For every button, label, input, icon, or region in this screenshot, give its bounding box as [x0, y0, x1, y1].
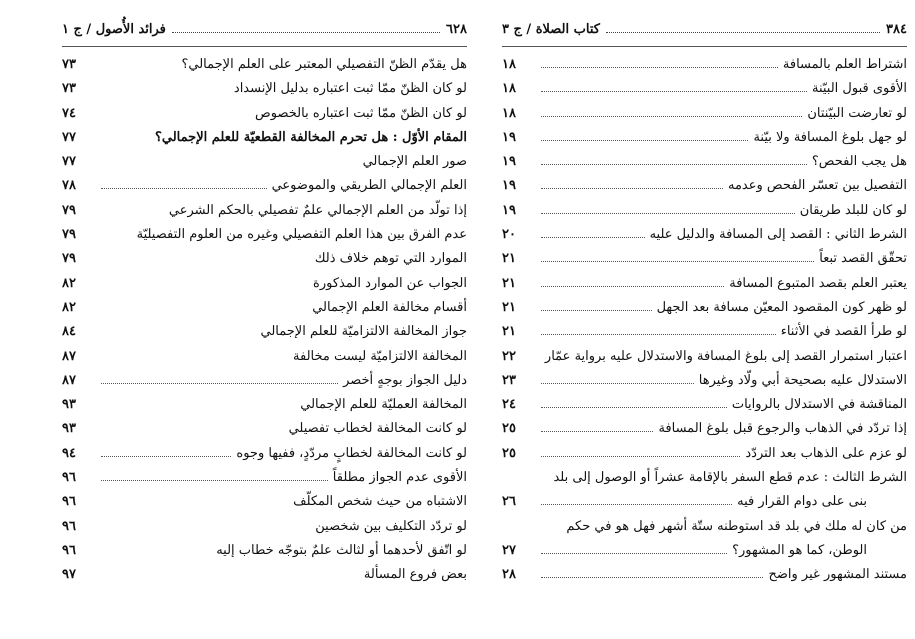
toc-list: [502, 57, 907, 592]
toc-entry-title: لو كانت المخالفة لخطابٍ مردّدٍ، ففيها وجوه: [236, 445, 467, 461]
toc-entry-page: ١٨: [502, 81, 516, 97]
toc-entry-title: المخالفة الالتزاميّة ليست مخالفة: [293, 348, 467, 364]
toc-entry-title: دليل الجواز بوجهٍ أخصر: [343, 372, 467, 388]
toc-entry-title: المقام الأوّل : هل تحرم المخالفة القطعيّة للعلم الإجمالي؟: [154, 129, 467, 145]
toc-entry: [62, 324, 467, 348]
toc-entry-page: ٢١: [502, 275, 516, 291]
left-page: [62, 22, 467, 592]
toc-entry-title: جواز المخالفة الالتزاميّة للعلم الإجمالي: [260, 324, 467, 340]
toc-entry: [62, 178, 467, 202]
toc-leader: [101, 471, 328, 481]
toc-leader: [541, 544, 727, 554]
header-leader: [172, 23, 440, 33]
toc-leader: [541, 179, 723, 189]
toc-entry: [62, 203, 467, 227]
toc-leader: [101, 374, 338, 384]
toc-leader: [101, 447, 231, 457]
left-page-title: فرائد الأُصول / ج ١: [62, 22, 166, 37]
toc-entry-title: أقسام مخالفة العلم الإجمالي: [312, 299, 467, 315]
toc-list: [62, 57, 467, 592]
toc-entry: [62, 154, 467, 178]
toc-entry-page: ٨٧: [62, 372, 76, 388]
toc-entry: [62, 397, 467, 421]
toc-entry-page: ١٩: [502, 129, 516, 145]
toc-leader: [101, 496, 288, 505]
toc-entry: [502, 421, 907, 445]
toc-entry: [62, 106, 467, 130]
toc-entry-title: عدم الفرق بين هذا العلم التفصيلي وغيره من العلوم التفصيليّة: [136, 227, 467, 243]
toc-leader: [101, 156, 358, 165]
toc-leader: [101, 253, 310, 262]
toc-leader: [541, 252, 814, 262]
toc-entry: [502, 543, 907, 567]
toc-entry: [62, 57, 467, 81]
toc-leader: [101, 545, 211, 554]
toc-leader: [101, 326, 256, 335]
toc-entry: [62, 276, 467, 300]
toc-leader: [101, 302, 307, 311]
toc-entry-title: لو جهل بلوغ المسافة ولا بيّنة: [753, 129, 907, 145]
toc-entry-page: ٩٧: [62, 567, 76, 583]
toc-leader: [541, 228, 645, 238]
toc-entry: [502, 446, 907, 470]
toc-entry-title: لو تردّد التكليف بين شخصين: [315, 518, 467, 534]
toc-entry-title: الشرط الثاني : القصد إلى المسافة والدليل عليه: [649, 227, 907, 243]
toc-entry-page: ١٩: [502, 178, 516, 194]
header-rule: [62, 46, 467, 47]
toc-entry-title: تحقّق القصد تبعاً: [819, 251, 907, 267]
toc-entry-title: الاشتباه من حيث شخص المكلّف: [293, 494, 467, 510]
left-page-number: ٦٢٨: [446, 22, 467, 37]
toc-entry-page: ٧٣: [62, 57, 76, 72]
toc-entry-title: لو كانت المخالفة لخطاب تفصيلي: [288, 421, 467, 437]
toc-entry: [62, 494, 467, 518]
toc-leader: [101, 83, 229, 92]
toc-entry: [502, 81, 907, 105]
toc-leader: [541, 155, 807, 165]
toc-entry-title: إذا تولّد من العلم الإجمالي علمٌ تفصيلي بالحكم الشرعي: [168, 202, 467, 218]
toc-entry: [502, 251, 907, 275]
toc-entry-page: ٩٦: [62, 518, 76, 534]
toc-entry-title: الأقوى قبول البيّنة: [811, 81, 907, 97]
toc-entry-title: لو عزم على الذهاب بعد التردّد: [745, 445, 907, 461]
toc-entry-title: الشرط الثالث : عدم قطع السفر بالإقامة عشراً أو الوصول إلى بلد: [553, 470, 907, 486]
toc-leader: [101, 521, 310, 530]
toc-entry-title: إذا تردّد في الذهاب والرجوع قبل بلوغ المسافة: [658, 421, 907, 437]
toc-entry-page: ٢٤: [502, 397, 516, 413]
toc-entry: [502, 203, 907, 227]
toc-leader: [541, 325, 776, 335]
toc-entry-title: يعتبر العلم بقصد المتبوع المسافة: [729, 275, 907, 291]
toc-entry-page: ٩٣: [62, 397, 76, 413]
toc-entry: [502, 57, 907, 81]
toc-leader: [541, 374, 694, 384]
toc-leader: [541, 398, 727, 408]
toc-entry: [502, 106, 907, 130]
toc-entry-title: بعض فروع المسألة: [363, 567, 467, 583]
toc-entry-page: ٧٩: [62, 251, 76, 267]
toc-entry-page: ١٨: [502, 105, 516, 121]
toc-leader: [541, 58, 778, 68]
toc-entry-page: ٢٢: [502, 348, 516, 364]
toc-entry-title: لو كان الظنّ ممّا ثبت اعتباره بالخصوص: [255, 105, 467, 121]
header-leader: [606, 23, 880, 33]
toc-entry-page: ٨٢: [62, 275, 76, 291]
toc-entry: [62, 421, 467, 445]
toc-entry: [62, 227, 467, 251]
toc-entry: [62, 543, 467, 567]
toc-entry: [62, 446, 467, 470]
toc-entry-page: ٧٨: [62, 178, 76, 194]
toc-entry-page: ٩٣: [62, 421, 76, 437]
toc-leader: [541, 568, 763, 578]
toc-entry-title: الوطن، كما هو المشهور؟: [732, 542, 867, 558]
toc-entry-page: ٢٥: [502, 445, 516, 461]
toc-entry-page: ٨٤: [62, 324, 76, 340]
toc-entry: [62, 373, 467, 397]
toc-leader: [541, 204, 795, 214]
toc-entry: [62, 300, 467, 324]
toc-entry-page: ٢٥: [502, 421, 516, 437]
toc-entry-page: ٧٧: [62, 154, 76, 170]
toc-entry-title: لو كان للبلد طريقان: [799, 202, 907, 218]
toc-entry-page: ١٨: [502, 57, 516, 72]
toc-entry: [502, 349, 907, 373]
toc-entry-title: الأقوى عدم الجواز مطلقاً: [332, 470, 467, 486]
toc-leader: [101, 59, 176, 68]
toc-entry-page: ٩٦: [62, 494, 76, 510]
toc-leader: [101, 278, 308, 287]
toc-leader: [101, 179, 267, 189]
left-page-header: [62, 22, 467, 44]
toc-entry-title: لو طرأ القصد في الأثناء: [780, 324, 907, 340]
toc-entry: [502, 178, 907, 202]
toc-entry-title: بنى على دوام القرار فيه: [737, 494, 867, 510]
toc-entry-title: هل يقدّم الظنّ التفصيلي المعتبر على العلم الإجمالي؟: [181, 57, 467, 72]
toc-leader: [101, 229, 132, 238]
toc-leader: [101, 132, 150, 141]
toc-entry-title: لو ظهر كون المقصود المعيّن مسافة بعد الجهل: [656, 299, 907, 315]
toc-entry: [62, 81, 467, 105]
toc-entry: [502, 324, 907, 348]
toc-leader: [541, 131, 748, 141]
toc-entry-page: ٢١: [502, 324, 516, 340]
toc-entry: [502, 567, 907, 591]
toc-entry-page: ٢٣: [502, 372, 516, 388]
toc-entry: [502, 276, 907, 300]
toc-leader: [101, 423, 284, 432]
toc-entry-page: ٧٤: [62, 105, 76, 121]
toc-entry-page: ٢١: [502, 299, 516, 315]
toc-entry-title: مستند المشهور غير واضح: [768, 567, 907, 583]
toc-entry: [502, 494, 907, 518]
toc-entry-page: ٢٧: [502, 542, 516, 558]
toc-leader: [541, 472, 548, 481]
toc-entry: [502, 130, 907, 154]
toc-entry-title: المناقشة في الاستدلال بالروايات: [731, 397, 907, 413]
toc-entry-page: ٨٢: [62, 299, 76, 315]
toc-entry-title: الاستدلال عليه بصحيحة أبي ولّاد وغيرها: [698, 372, 907, 388]
toc-entry: [502, 397, 907, 421]
toc-entry: [62, 349, 467, 373]
toc-entry: [502, 470, 907, 494]
toc-entry: [502, 154, 907, 178]
right-page: [502, 22, 907, 592]
toc-leader: [541, 277, 724, 287]
toc-entry-title: لو كان الظنّ ممّا ثبت اعتباره بدليل الإنسداد: [233, 81, 467, 97]
toc-entry-page: ٩٦: [62, 470, 76, 486]
toc-entry-page: ٢١: [502, 251, 516, 267]
toc-entry-title: العلم الإجمالي الطريقي والموضوعي: [271, 178, 467, 194]
toc-leader: [541, 107, 802, 117]
toc-entry-title: الجواب عن الموارد المذكورة: [313, 275, 467, 291]
right-page-header: [502, 22, 907, 44]
toc-entry: [62, 567, 467, 591]
toc-entry-page: ٧٩: [62, 227, 76, 243]
header-rule: [502, 46, 907, 47]
toc-entry-page: ٩٤: [62, 445, 76, 461]
toc-entry: [62, 470, 467, 494]
toc-entry: [62, 130, 467, 154]
right-page-title: كتاب الصلاة / ج ٣: [502, 22, 600, 37]
toc-leader: [541, 447, 740, 457]
right-page-number: ٣٨٤: [886, 22, 907, 37]
toc-entry-page: ٧٣: [62, 81, 76, 97]
toc-entry-title: صور العلم الإجمالي: [362, 154, 467, 170]
toc-leader: [101, 108, 250, 117]
toc-entry-page: ١٩: [502, 202, 516, 218]
toc-leader: [101, 205, 164, 214]
toc-entry-page: ٧٩: [62, 202, 76, 218]
toc-leader: [541, 495, 732, 505]
toc-entry-page: ٢٨: [502, 567, 516, 583]
toc-entry-page: ٧٧: [62, 129, 76, 145]
toc-entry-page: ٨٧: [62, 348, 76, 364]
toc-entry-title: المخالفة العمليّة للعلم الإجمالي: [300, 397, 467, 413]
toc-entry-title: لو تعارضت البيّنتان: [807, 105, 907, 121]
toc-leader: [541, 301, 652, 311]
toc-entry: [502, 373, 907, 397]
toc-entry: [62, 251, 467, 275]
toc-leader: [101, 351, 288, 360]
toc-entry: [62, 519, 467, 543]
toc-leader: [101, 399, 295, 408]
toc-leader: [541, 82, 807, 92]
toc-leader: [541, 422, 653, 432]
toc-entry-title: التفصيل بين تعسّر الفحص وعدمه: [728, 178, 907, 194]
toc-entry-page: ٢٠: [502, 227, 516, 243]
toc-leader: [101, 569, 359, 578]
toc-entry-title: لو اتّفق لأحدهما أو لثالث علمٌ بتوجّه خطاب إليه: [216, 542, 467, 558]
toc-entry: [502, 227, 907, 251]
toc-entry-title: الموارد التي توهم خلاف ذلك: [314, 251, 467, 267]
toc-entry-title: اشتراط العلم بالمسافة: [782, 57, 907, 72]
toc-entry: [502, 519, 907, 543]
toc-entry-title: من كان له ملك في بلد قد استوطنه ستّة أشهر فهل هو في حكم: [566, 518, 907, 534]
toc-entry-title: اعتبار استمرار القصد إلى بلوغ المسافة والاستدلال عليه برواية عمّار: [544, 348, 907, 364]
toc-entry-page: ١٩: [502, 154, 516, 170]
toc-entry-page: ٢٦: [502, 494, 516, 510]
toc-entry-page: ٩٦: [62, 542, 76, 558]
toc-leader: [541, 521, 561, 530]
toc-entry: [502, 300, 907, 324]
toc-entry-title: هل يجب الفحص؟: [811, 154, 907, 170]
